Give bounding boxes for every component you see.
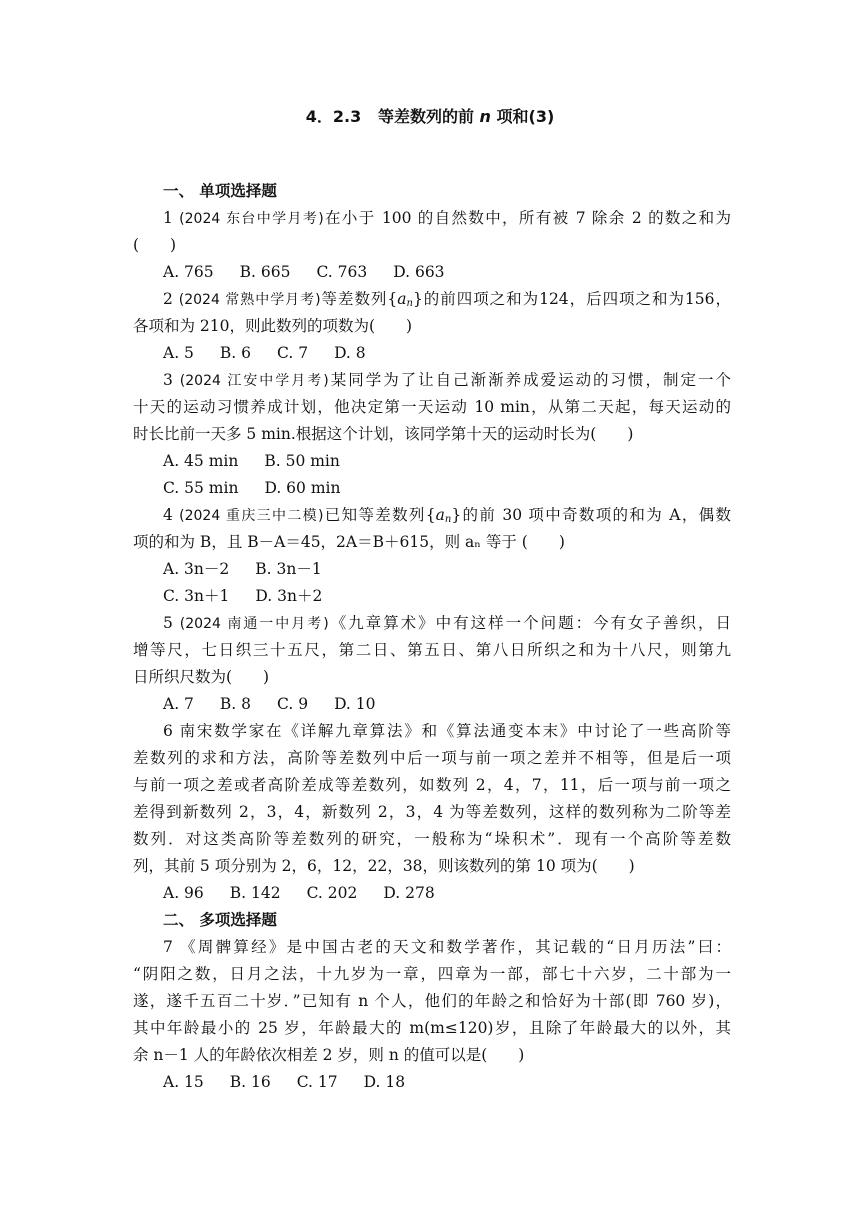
option-d: D. 18 bbox=[363, 1073, 406, 1091]
section-heading-multiple: 二、 多项选择题 bbox=[163, 911, 277, 929]
option-d: D. 278 bbox=[383, 884, 435, 902]
option-a: A. 96 bbox=[163, 884, 204, 902]
question-6-line-5: 数列．对这类高阶等差数列的研究，一般称为“垛积术”．现有一个高阶等差数 bbox=[133, 830, 731, 848]
question-2-line-2: 各项和为 210，则此数列的项数为( ) bbox=[133, 317, 413, 335]
question-2-options bbox=[163, 340, 392, 367]
option-b: B. 142 bbox=[229, 884, 281, 902]
option-c: C. 7 bbox=[277, 344, 309, 362]
question-2-line-1: 2 (2024 常熟中学月考)等差数列$\{a_n\}$的前四项之和为124，后四项之和为156， bbox=[163, 290, 731, 309]
question-5-line-3: 日所织尺数为( ) bbox=[133, 668, 270, 686]
option-c: C. 763 bbox=[316, 263, 368, 281]
section-heading-single: 一、 单项选择题 bbox=[163, 182, 277, 200]
question-3-line-2: 十天的运动习惯养成计划，他决定第一天运动 10 min，从第二天起，每天运动的 bbox=[133, 398, 731, 416]
question-7-line-5: 余 n－1 人的年龄依次相差 2 岁，则 n 的值可以是( ) bbox=[133, 1046, 525, 1064]
option-d: D. 8 bbox=[334, 344, 366, 362]
question-3-options-row-2 bbox=[163, 475, 366, 502]
option-b: B. 6 bbox=[219, 344, 252, 362]
question-5-options bbox=[163, 691, 402, 718]
page-title: 4．2.3 等差数列的前 n 项和(3) bbox=[305, 107, 555, 126]
question-7-line-4: 其中年龄最小的 25 岁，年龄最大的 m(m≤120)岁，且除了年龄最大的以外，其 bbox=[133, 1019, 731, 1037]
question-7-options bbox=[163, 1069, 431, 1096]
option-a: A. 5 bbox=[163, 344, 194, 362]
question-6-line-3: 与前一项之差或者高阶差成等差数列，如数列 2，4，7，11，后一项与前一项之 bbox=[133, 776, 731, 794]
option-d: D. 10 bbox=[334, 695, 376, 713]
question-6-line-6: 列，其前 5 项分别为 2，6，12，22，38，则该数列的第 10 项为( ) bbox=[133, 857, 635, 875]
option-d: D. 3n＋2 bbox=[255, 587, 323, 605]
option-b: B. 665 bbox=[239, 263, 291, 281]
question-6-line-4: 差得到新数列 2，3，4，新数列 2，3，4 为等差数列，这样的数列称为二阶等差 bbox=[133, 803, 731, 821]
question-5-line-1: 5 (2024 南通一中月考)《九章算术》中有这样一个问题：今有女子善织，日 bbox=[163, 614, 731, 632]
option-c: C. 3n＋1 bbox=[163, 587, 230, 605]
question-6-line-2: 差数列的求和方法，高阶等差数列中后一项与前一项之差并不相等，但是后一项 bbox=[133, 749, 731, 767]
question-4-options-row-1 bbox=[163, 556, 348, 583]
option-d: D. 663 bbox=[393, 263, 445, 281]
question-6-options bbox=[163, 880, 461, 907]
question-3-options-row-1 bbox=[163, 448, 366, 475]
option-c: C. 202 bbox=[306, 884, 358, 902]
option-b: B. 16 bbox=[229, 1073, 271, 1091]
question-4-line-2: 项的和为 B，且 B－A＝45，2A＝B＋615，则 aₙ 等于 ( ) bbox=[133, 533, 565, 551]
option-c: C. 17 bbox=[296, 1073, 338, 1091]
question-1-line-2: ( ) bbox=[133, 236, 177, 254]
option-c: C. 9 bbox=[277, 695, 309, 713]
question-7-line-3: 遂，遂千五百二十岁．”已知有 n 个人，他们的年龄之和恰好为十部(即 760 岁)， bbox=[133, 992, 731, 1010]
question-3-line-1: 3 (2024 江安中学月考)某同学为了让自己渐渐养成爱运动的习惯，制定一个 bbox=[163, 371, 731, 389]
question-1-options bbox=[163, 259, 471, 286]
question-7-line-2: “阴阳之数，日月之法，十九岁为一章，四章为一部，部七十六岁，二十部为一 bbox=[133, 965, 731, 983]
option-c: C. 55 min bbox=[163, 479, 239, 497]
question-6-line-1: 6 南宋数学家在《详解九章算法》和《算法通变本末》中讨论了一些高阶等 bbox=[163, 722, 731, 740]
option-a: A. 45 min bbox=[163, 452, 239, 470]
question-1-line-1: 1 (2024 东台中学月考)在小于 100 的自然数中，所有被 7 除余 2 的数之和为 bbox=[163, 209, 731, 227]
option-b: B. 8 bbox=[219, 695, 252, 713]
question-7-line-1: 7 《周髀算经》是中国古老的天文和数学著作，其记载的“日月历法”曰： bbox=[163, 938, 731, 956]
option-d: D. 60 min bbox=[264, 479, 341, 497]
option-b: B. 50 min bbox=[264, 452, 340, 470]
option-a: A. 3n－2 bbox=[163, 560, 230, 578]
question-4-line-1: 4 (2024 重庆三中二模)已知等差数列$\{a_n\}$的前 30 项中奇数项的和为 A，偶数 bbox=[163, 506, 731, 525]
option-a: A. 765 bbox=[163, 263, 214, 281]
option-a: A. 7 bbox=[163, 695, 194, 713]
question-4-options-row-2 bbox=[163, 583, 348, 610]
option-a: A. 15 bbox=[163, 1073, 204, 1091]
option-b: B. 3n－1 bbox=[255, 560, 322, 578]
question-3-line-3: 时长比前一天多 5 min.根据这个计划，该同学第十天的运动时长为( ) bbox=[133, 425, 634, 443]
question-5-line-2: 增等尺，七日织三十五尺，第二日、第五日、第八日所织之和为十八尺，则第九 bbox=[133, 641, 731, 659]
